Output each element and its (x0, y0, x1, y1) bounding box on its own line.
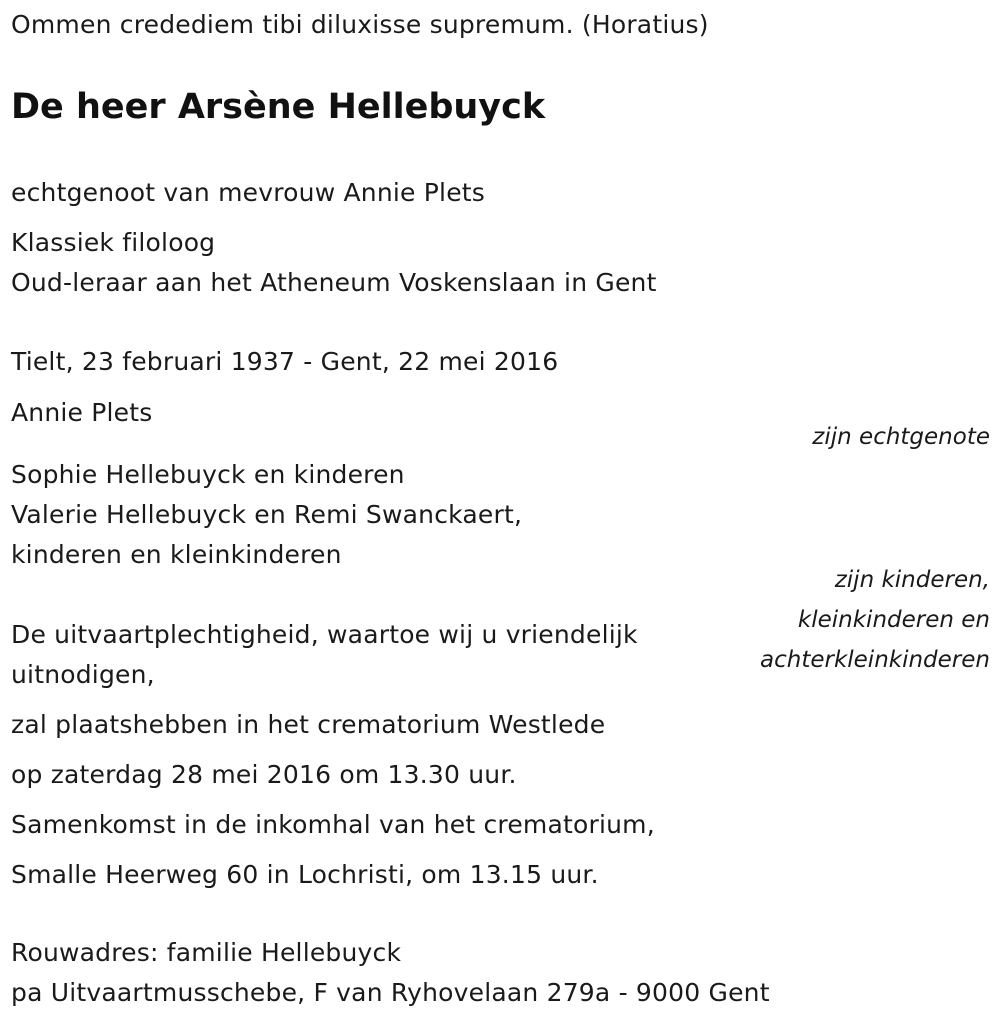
ceremony-date: op zaterdag 28 mei 2016 om 13.30 uur. (11, 760, 517, 789)
children-role-line: achterkleinkinderen (760, 647, 990, 673)
children-mourner-line: kinderen en kleinkinderen (11, 540, 342, 569)
epigraph-quote: Ommen credediem tibi diluxisse supremum. (Horatius) (11, 10, 709, 39)
former-job: Oud-leraar aan het Atheneum Voskenslaan in Gent (11, 268, 657, 297)
children-mourner-line: Valerie Hellebuyck en Remi Swanckaert, (11, 500, 523, 529)
mourning-address-label: Rouwadres: familie Hellebuyck (11, 938, 402, 967)
life-dates: Tielt, 23 februari 1937 - Gent, 22 mei 2016 (11, 347, 559, 376)
ceremony-place: zal plaatshebben in het crematorium Westlede (11, 710, 606, 739)
ceremony-invite: De uitvaartplechtigheid, waartoe wij u vriendelijk (11, 620, 638, 649)
spouse-line: echtgenoot van mevrouw Annie Plets (11, 178, 485, 207)
spouse-mourner-role: zijn echtgenote (812, 424, 990, 450)
mourning-address-line: pa Uitvaartmusschebe, F van Ryhovelaan 279a - 9000 Gent (11, 978, 770, 1007)
gathering-address: Smalle Heerweg 60 in Lochristi, om 13.15 uur. (11, 860, 599, 889)
children-mourner-line: Sophie Hellebuyck en kinderen (11, 460, 405, 489)
ceremony-invite-cont: uitnodigen, (11, 660, 155, 689)
deceased-name: De heer Arsène Hellebuyck (11, 87, 546, 127)
spouse-mourner-name: Annie Plets (11, 398, 153, 427)
children-role-line: zijn kinderen, (834, 567, 990, 593)
gathering-line: Samenkomst in de inkomhal van het crematorium, (11, 810, 655, 839)
children-role-line: kleinkinderen en (797, 607, 990, 633)
profession: Klassiek filoloog (11, 228, 216, 257)
